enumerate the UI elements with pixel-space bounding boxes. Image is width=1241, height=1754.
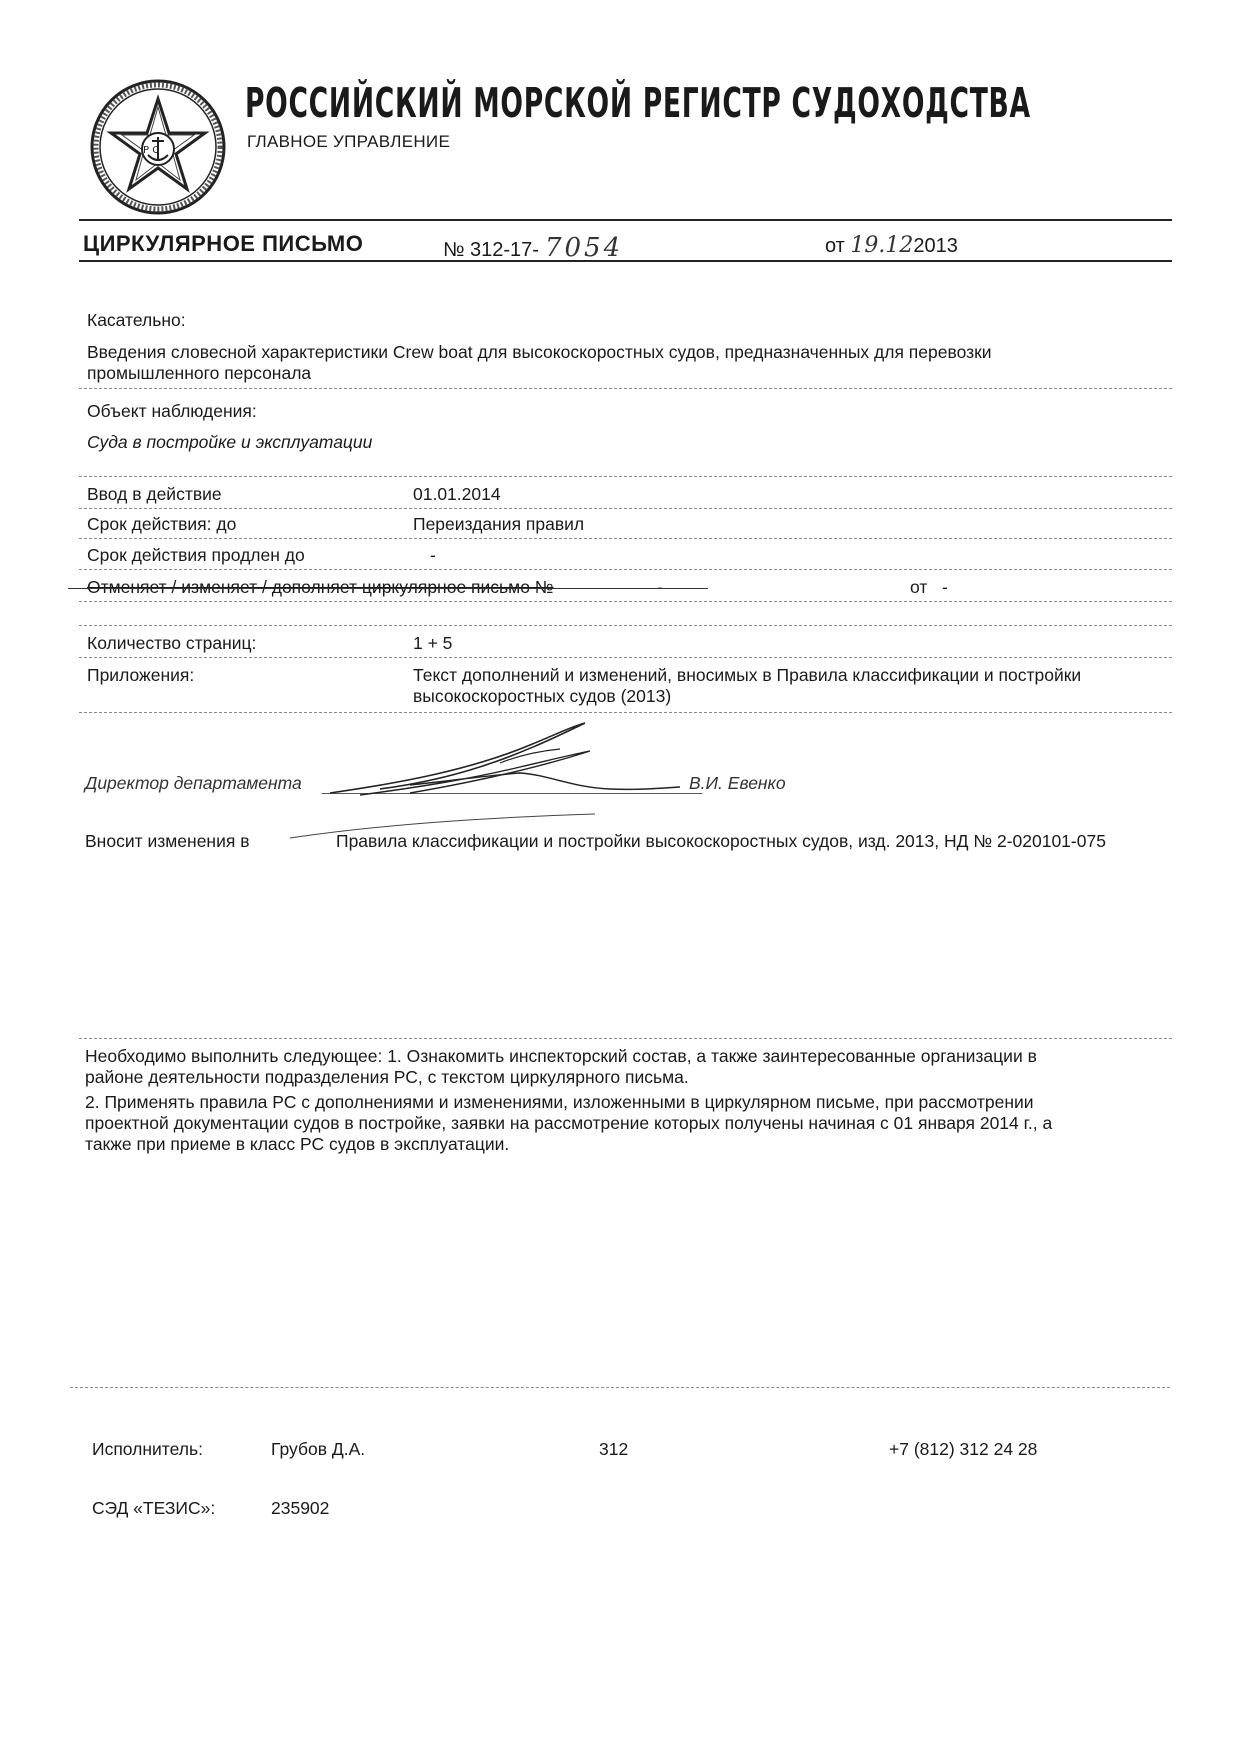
executor-phone: +7 (812) 312 24 28	[889, 1439, 1038, 1459]
divider	[79, 601, 1172, 602]
title-top-rule	[79, 219, 1172, 221]
attachments-label: Приложения:	[87, 665, 195, 685]
letter-date-year: 2013	[913, 235, 958, 257]
executor-name: Грубов Д.А.	[271, 1439, 366, 1459]
regarding-text: Введения словесной характеристики Crew boat для высокоскоростных судов, предназначенных для перевозки промышленного персонала	[87, 342, 992, 383]
effective-date-value: 01.01.2014	[413, 484, 501, 504]
amends-text: Правила классификации и постройки высокоскоростных судов, изд. 2013, НД № 2-020101-075	[336, 831, 1106, 851]
footer-divider	[70, 1387, 1170, 1388]
divider	[79, 569, 1172, 570]
amends-label: Вносит изменения в	[85, 831, 250, 851]
title-bottom-rule	[79, 260, 1172, 262]
letter-number-handwritten: 7054	[544, 233, 624, 263]
extended-until-label: Срок действия продлен до	[87, 545, 305, 565]
instructions-paragraph-1: Необходимо выполнить следующее: 1. Ознакомить инспекторский состав, а также заинтересованные организации в районе деятельности подразделения РС, с текстом циркулярного письма.	[85, 1046, 1037, 1087]
cancels-value: -	[657, 577, 663, 597]
cancels-from-value: -	[942, 577, 948, 597]
seal-icon	[88, 77, 228, 217]
handwritten-signature	[320, 715, 700, 805]
subject-label: Объект наблюдения:	[87, 401, 257, 421]
divider	[79, 538, 1172, 539]
subject-text: Суда в постройке и эксплуатации	[87, 432, 373, 452]
divider	[79, 657, 1172, 658]
letter-number-prefix: № 312-17-	[443, 239, 539, 261]
regarding-label: Касательно:	[87, 310, 186, 330]
organization-name: РОССИЙСКИЙ МОРСКОЙ РЕГИСТР СУДОХОДСТВА	[245, 79, 1031, 127]
divider	[79, 625, 1172, 626]
divider	[79, 712, 1172, 713]
signatory-position: Директор департамента	[85, 773, 302, 793]
attachments-value: Текст дополнений и изменений, вносимых в Правила классификации и постройки высокоскоростных судов (2013)	[413, 665, 1082, 706]
valid-until-value: Переиздания правил	[413, 514, 585, 534]
divider	[79, 388, 1172, 389]
letter-number	[443, 233, 623, 263]
cancels-label: Отменяет / изменяет / дополняет циркулярное письмо №	[87, 577, 554, 597]
sed-label: СЭД «ТЕЗИС»:	[92, 1498, 216, 1518]
executor-label: Исполнитель:	[92, 1439, 203, 1459]
letter-type: ЦИРКУЛЯРНОЕ ПИСЬМО	[83, 231, 364, 256]
letter-date-handwritten: 19.12	[850, 233, 914, 258]
divider	[79, 1038, 1172, 1039]
effective-date-label: Ввод в действие	[87, 484, 222, 504]
divider	[79, 508, 1172, 509]
cancels-from-label: от	[910, 577, 928, 597]
valid-until-label: Срок действия: до	[87, 514, 237, 534]
extended-until-value: -	[430, 545, 436, 565]
svg-text:Р С: Р С	[143, 145, 160, 156]
sed-number: 235902	[271, 1498, 330, 1518]
letter-date	[825, 233, 958, 258]
pages-value: 1 + 5	[413, 633, 453, 653]
rs-seal-logo	[88, 77, 228, 217]
pages-label: Количество страниц:	[87, 633, 257, 653]
strike-line	[68, 588, 708, 589]
department-code: 312	[599, 1439, 629, 1459]
instructions-paragraph-2: 2. Применять правила РС с дополнениями и изменениями, изложенными в циркулярном письме, при рассмотрении проектной документации судов в постройке, заявки на рассмотрение которых получены начиная с 01 января 2014 г., а также при приеме в класс РС судов в эксплуатации.	[85, 1092, 1053, 1154]
divider	[79, 476, 1172, 477]
department-name: ГЛАВНОЕ УПРАВЛЕНИЕ	[247, 132, 451, 151]
signatory-name: В.И. Евенко	[689, 773, 786, 793]
letter-date-prefix: от	[825, 235, 845, 257]
